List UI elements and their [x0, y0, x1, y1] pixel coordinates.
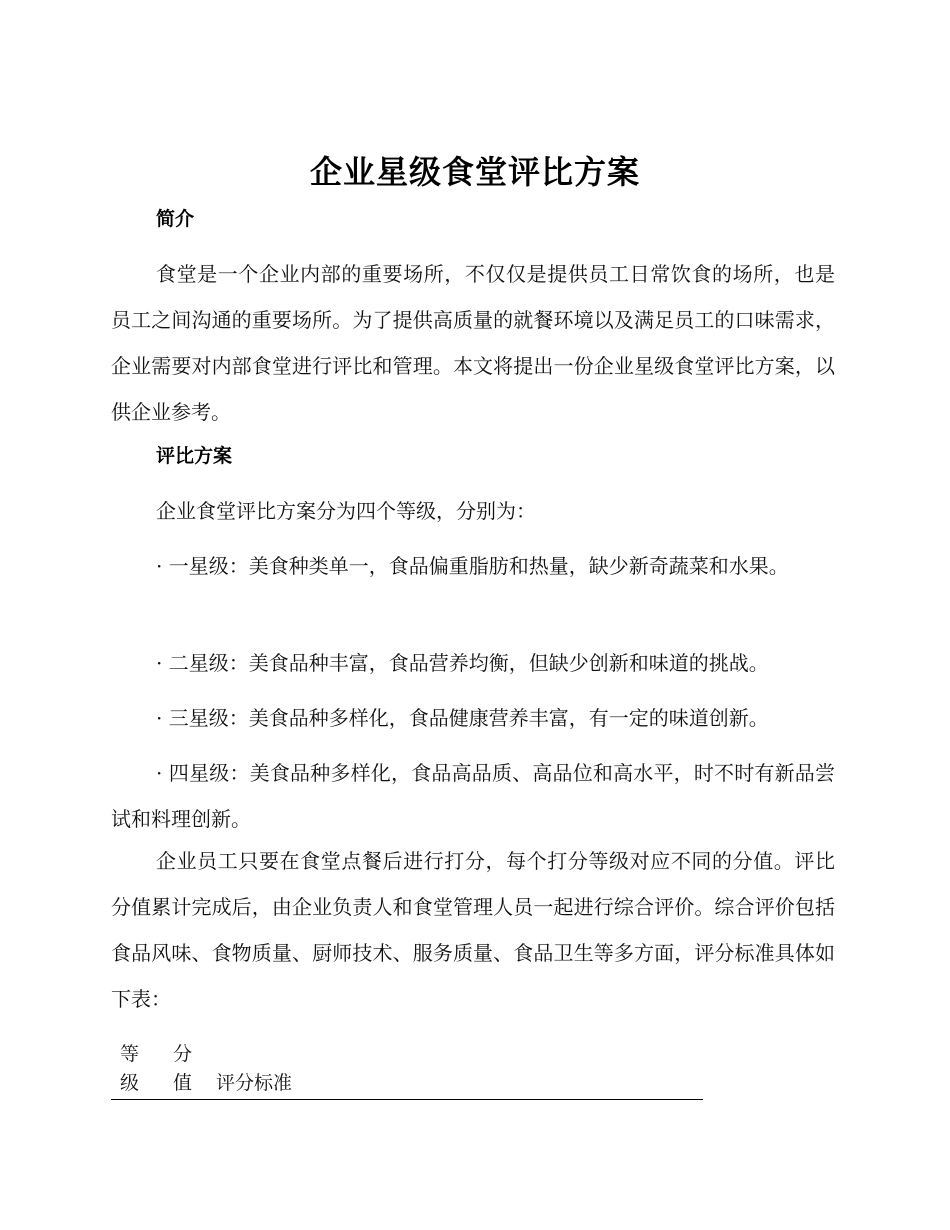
level-one-star: · 一星级：美食种类单一，食品偏重脂肪和热量，缺少新奇蔬菜和水果。 — [156, 554, 789, 578]
plan-lead-paragraph: 企业食堂评比方案分为四个等级，分别为： — [156, 499, 536, 523]
table-header-rule — [111, 1099, 703, 1100]
level-four-star: · 四星级：美食品种多样化，食品高品质、高品位和高水平，时不时有新品尝试和料理创新。 — [111, 761, 835, 831]
scoring-paragraph: 企业员工只要在食堂点餐后进行打分，每个打分等级对应不同的分值。评比分值累计完成后，由企业负责人和食堂管理人员一起进行综合评价。综合评价包括食品风味、食物质量、厨师技术、服务质量、食品卫生等多方面，评分标准具体如下表： — [111, 849, 835, 1011]
intro-paragraph: 食堂是一个企业内部的重要场所，不仅仅是提供员工日常饮食的场所，也是员工之间沟通的重要场所。为了提供高质量的就餐环境以及满足员工的口味需求，企业需要对内部食堂进行评比和管理。本文将提出一份企业星级食堂评比方案，以供企业参考。 — [111, 262, 835, 424]
level-two-star: · 二星级：美食品种丰富，食品营养均衡，但缺少创新和味道的挑战。 — [156, 651, 769, 675]
table-header-grade: 等级 — [120, 1043, 140, 1094]
document-title: 企业星级食堂评比方案 — [309, 153, 640, 191]
table-header-criteria: 评分标准 — [216, 1072, 293, 1094]
table-header-score: 分值 — [173, 1043, 193, 1094]
level-three-star: · 三星级：美食品种多样化，食品健康营养丰富，有一定的味道创新。 — [156, 706, 769, 730]
plan-heading: 评比方案 — [156, 445, 233, 467]
intro-heading: 简介 — [156, 208, 195, 230]
